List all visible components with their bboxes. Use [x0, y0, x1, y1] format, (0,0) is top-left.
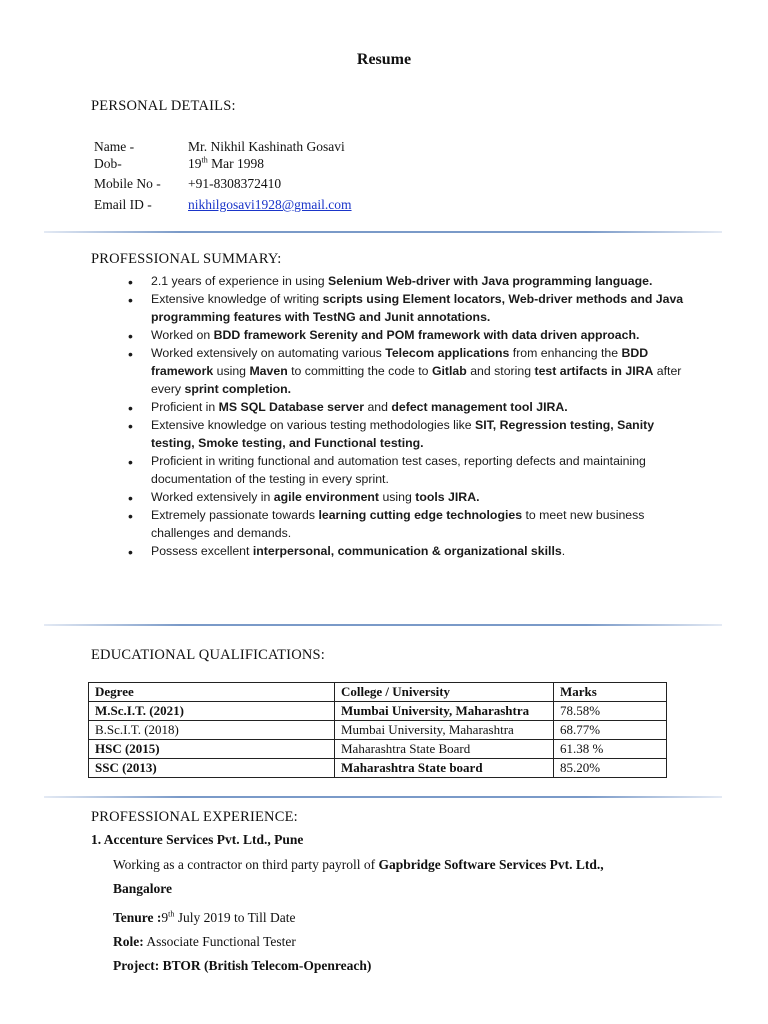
bullet-icon: • [128, 544, 133, 560]
summary-item: • Worked extensively on automating various Telecom applications from enhancing the BDD framework using Maven to committing the code to Gitlab and storing test artifacts in JIRA after every sprint completion. [128, 346, 682, 396]
company-title: 1. Accenture Services Pvt. Ltd., Pune [91, 832, 304, 847]
personal-details-heading: PERSONAL DETAILS: [91, 98, 236, 114]
marks-cell: 68.77% [554, 721, 667, 740]
divider [44, 624, 722, 626]
table-row [89, 702, 667, 721]
bullet-icon: • [128, 346, 133, 362]
bullet-icon: • [128, 274, 133, 290]
bullet-icon: • [128, 292, 133, 308]
marks-cell: 78.58% [554, 702, 667, 721]
header-college: College / University [335, 683, 554, 702]
bullet-icon: • [128, 418, 133, 434]
summary-item: • Extensive knowledge on various testing methodologies like SIT, Regression testing, Sanity testing, Smoke testing, and Functional testing. [128, 418, 655, 450]
table-header-row [89, 683, 667, 702]
degree-cell: HSC (2015) [89, 740, 335, 759]
bullet-icon: • [128, 490, 133, 506]
divider [44, 231, 722, 233]
role-line: Role: Associate Functional Tester [113, 934, 296, 949]
degree-cell: M.Sc.I.T. (2021) [89, 702, 335, 721]
experience-heading: PROFESSIONAL EXPERIENCE: [91, 809, 298, 825]
header-marks: Marks [554, 683, 667, 702]
bullet-icon: • [128, 508, 133, 524]
summary-item: • Extensive knowledge of writing scripts using Element locators, Web-driver methods and Java programming features with TestNG and Junit annotations. [128, 292, 684, 324]
bullet-icon: • [128, 454, 133, 470]
document-title: Resume [356, 51, 412, 68]
education-heading: EDUCATIONAL QUALIFICATIONS: [91, 647, 326, 663]
header-degree: Degree [89, 683, 335, 702]
table-row [89, 740, 667, 759]
divider [44, 796, 722, 798]
education-table [88, 682, 667, 778]
college-cell: Maharashtra State board [335, 759, 554, 778]
summary-item: • Proficient in MS SQL Database server and defect management tool JIRA. [128, 400, 568, 416]
tenure-line: Tenure :9th July 2019 to Till Date [113, 909, 296, 925]
summary-item: • Proficient in writing functional and automation test cases, reporting defects and maintaining documentation of the testing in every sprint. [128, 454, 646, 486]
college-cell: Mumbai University, Maharashtra [335, 702, 554, 721]
marks-cell: 61.38 % [554, 740, 667, 759]
email-label: Email ID - [94, 197, 152, 212]
college-cell: Mumbai University, Maharashtra [335, 721, 554, 740]
table-row [89, 759, 667, 778]
summary-item: • Extremely passionate towards learning cutting edge technologies to meet new business challenges and demands. [128, 508, 645, 540]
name-label: Name - [94, 139, 135, 154]
dob-label: Dob- [94, 156, 122, 171]
email-value [188, 197, 352, 213]
summary-item: • 2.1 years of experience in using Selenium Web-driver with Java programming language. [128, 274, 653, 290]
working-city: Bangalore [113, 881, 173, 896]
dob-value: 19th Mar 1998 [188, 155, 264, 171]
mobile-label: Mobile No - [94, 176, 161, 191]
degree-cell: SSC (2013) [89, 759, 335, 778]
college-cell: Maharashtra State Board [335, 740, 554, 759]
name-value: Mr. Nikhil Kashinath Gosavi [188, 139, 345, 154]
summary-list [128, 272, 688, 560]
summary-item: • Possess excellent interpersonal, communication & organizational skills. [128, 544, 566, 560]
mobile-value: +91-8308372410 [188, 176, 282, 191]
bullet-icon: • [128, 400, 133, 416]
table-row [89, 721, 667, 740]
email-link[interactable]: nikhilgosavi1928@gmail.com [188, 197, 352, 212]
bullet-icon: • [128, 328, 133, 344]
project-line: Project: BTOR (British Telecom-Openreach) [113, 958, 372, 973]
marks-cell: 85.20% [554, 759, 667, 778]
degree-cell: B.Sc.I.T. (2018) [89, 721, 335, 740]
summary-item: • Worked on BDD framework Serenity and POM framework with data driven approach. [128, 328, 640, 344]
professional-summary-heading: PROFESSIONAL SUMMARY: [91, 251, 282, 267]
working-line: Working as a contractor on third party payroll of Gapbridge Software Services Pvt. Ltd., [113, 857, 604, 872]
summary-item: • Worked extensively in agile environment using tools JIRA. [128, 490, 480, 506]
